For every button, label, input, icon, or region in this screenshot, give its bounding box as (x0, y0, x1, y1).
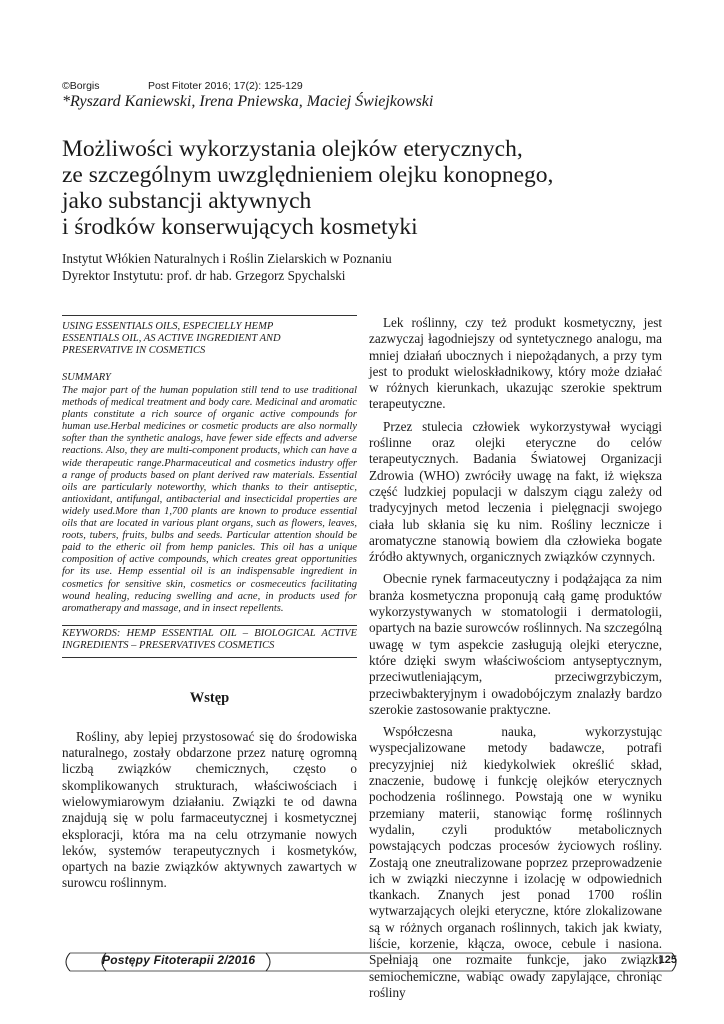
keywords: KEYWORDS: HEMP ESSENTIAL OIL – BIOLOGICAL ACTIVE INGREDIENTS – PRESERVATIVES COSMETICS (62, 627, 357, 651)
body-paragraph: Przez stulecia człowiek wykorzystywał wyciągi roślinne oraz olejki eteryczne do celów terapeutycznych. Badania Światowej Organizacji Zdrowia (WHO) zwróciły uwagę na fakt, iż większa część ludzkiej populacji w dalszym ciągu zależy od tradycyjnych metod leczenia i pielęgnacji swojego ciała lub skłania się ku nim. Rośliny lecznicze i aromatyczne stanowią bowiem dla człowieka bogate źródło aktywnych, organicznych związków czynnych. (369, 418, 662, 565)
page-footer (62, 952, 677, 972)
right-column (369, 315, 662, 1007)
title-line: jako substancji aktywnych (62, 188, 312, 214)
summary-text: The major part of the human population still tend to use traditional methods of medical treatment and body care. Medicinal and aromatic plants constitute a rich source of organic active compounds for human use.Herbal medicines or cosmetic products are also normally softer than the synthetic analogs, have fewer side effects and adverse reactions. Also, they are multi-component products, which can have a wide therapeutic range.Pharmaceutical and cosmetics industry offer a range of products based on plant derived raw materials. Essential oils are particularly noteworthy, which thanks to their antiseptic, antioxidant, antifungal, antibacterial and insecticidal properties are widely used.More than 1,700 plants are known to produce essential oils that are located in various plant organs, such as flowers, leaves, roots, tubers, fruits, bulbs and seeds. Particular attention should be paid to the etheric oil from hemp panicles. This oil has a unique composition of active compounds, which creates great opportunities for its use. Hemp essential oil is an indispensable ingredient in cosmetics for sensitive skin, cosmetics or cosmeceutics facilitating wound healing, reducing swelling and acne, in products used for aromatherapy and massage, and in insect repellents. (62, 385, 357, 614)
affiliation (62, 250, 672, 284)
section-title: Wstęp (189, 689, 230, 706)
citation-header (62, 80, 303, 92)
page-number: 125 (658, 954, 677, 966)
title-line: ze szczególnym uwzględnieniem olejku konopnego, (62, 162, 554, 188)
divider (62, 315, 357, 316)
institute-name: Instytut Włókien Naturalnych i Roślin Zielarskich w Poznaniu (62, 251, 392, 266)
body-paragraph: Obecnie rynek farmaceutyczny i podążająca za nim branża kosmetyczna proponują całą gamę produktów wykorzystywanych w stomatologii i dermatologii, opartych na bazie surowców roślinnych. Na szczególną uwagę w tym aspekcie zasługują olejki eteryczne, które dzięki swym właściwościom antyseptycznym, przeciwutleniającym, przeciwgrzybiczym, przeciwbakteryjnym i owadobójczym znalazły bardzo szerokie zastosowanie praktyczne. (369, 571, 662, 717)
divider (62, 657, 357, 658)
summary-heading: SUMMARY (62, 372, 111, 383)
english-title: USING ESSENTIALS OILS, ESPECIELLY HEMP ESSENTIALS OIL, AS ACTIVE INGREDIENT AND PRESERVATIVE IN COSMETICS (62, 321, 281, 356)
director-name: Dyrektor Instytutu: prof. dr hab. Grzegorz Spychalski (62, 268, 346, 283)
article-title (62, 136, 672, 240)
authors: *Ryszard Kaniewski, Irena Pniewska, Maciej Świejkowski (62, 93, 434, 110)
divider (62, 625, 357, 626)
left-column (62, 315, 357, 892)
copyright-label: ©Borgis (62, 80, 100, 92)
journal-name: Postępy Fitoterapii 2/2016 (102, 953, 256, 967)
journal-citation: Post Fitoter 2016; 17(2): 125-129 (148, 80, 303, 92)
title-line: Możliwości wykorzystania olejków eterycznych, (62, 136, 523, 162)
intro-paragraph: Rośliny, aby lepiej przystosować się do środowiska naturalnego, zostały obdarzone przez naturę ogromną liczbą związków chemicznych, często o skomplikowanych strukturach, właściwościach i wielowymiarowym działaniu. Związki te od dawna znajdują się w polu farmaceutycznej i kosmetycznej eksploracji, która ma na celu otrzymanie nowych leków, systemów terapeutycznych i kosmetyków, opartych na bazie związków aktywnych zawartych w surowcu roślinnym. (62, 728, 357, 891)
body-paragraph: Współczesna nauka, wykorzystując wyspecjalizowane metody badawcze, potrafi precyzyjniej niż kiedykolwiek określić skład, znaczenie, budowę i funkcję olejków eterycznych pochodzenia roślinnego. Powstają one w wyniku przemiany materii, stanowiąc formę roślinnych wydalin, czyli produktów metabolicznych powstających podczas procesów życiowych rośliny. Zostają one zneutralizowane poprzez przeprowadzenie ich w związki nieczynne i izolację w odpowiednich tkankach. Znanych jest ponad 1700 roślin wytwarzających olejki eteryczne, które zlokalizowane są w różnych organach roślinnych, takich jak kwiaty, liście, korzenie, kłącza, owoce, cebule i nasiona. Spełniają one rozmaite funkcje, jako związki semiochemiczne, wabiąc owady zapylające, chroniąc rośliny (369, 724, 662, 1000)
body-paragraph: Lek roślinny, czy też produkt kosmetyczny, jest zazwyczaj łagodniejszy od syntetycznego analogu, ma mniej działań ubocznych i niepożądanych, a przy tym jest to produkt wieloskładnikowy, który może działać w różnych kierunkach, ukazując szerokie spektrum terapeutyczne. (369, 315, 662, 412)
title-line: i środków konserwujących kosmetyki (62, 214, 418, 240)
